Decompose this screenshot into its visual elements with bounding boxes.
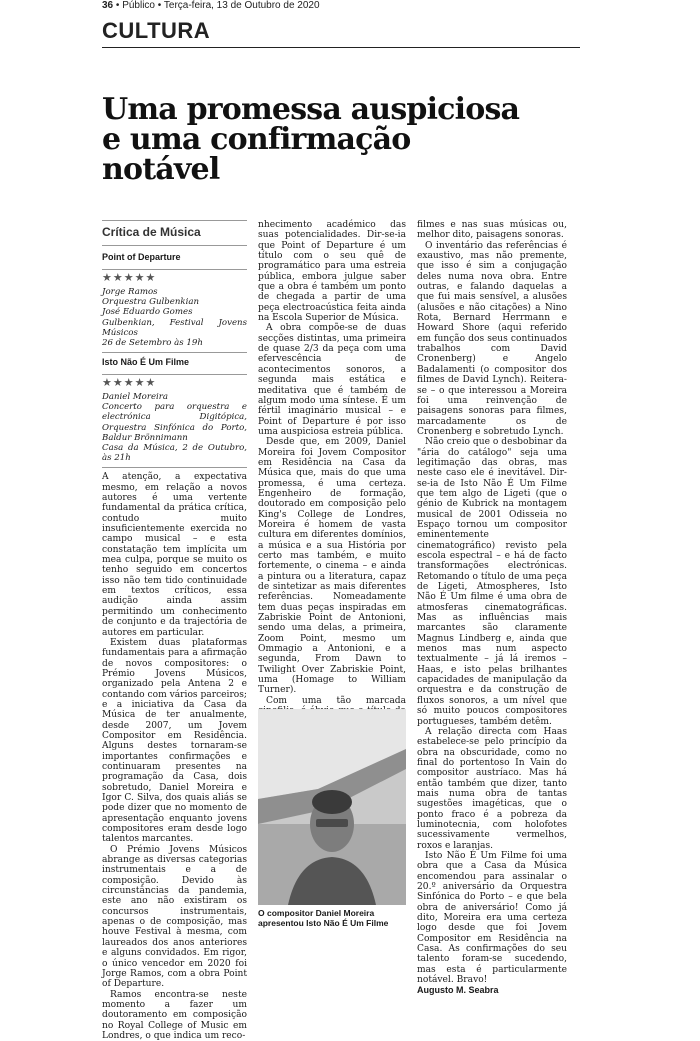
composer-portrait-image (258, 709, 406, 905)
publication-name: Público (122, 0, 155, 11)
body-paragraph: nhecimento académico das suas potencialidades. Dir-se-ia que Point of Departure é um título com o seu quê de programático para uma estreia pública, embora julgue saber que a obra é também um ponto de chegada a partir de uma peça electroacústica feita ainda na Escola Superior de Música. (258, 220, 406, 324)
body-paragraph: O inventário das referências é exaustivo, mas não premente, que isso é sim a conjugação deles numa nova obra. Entre outras, e falando daquelas a que fui mais sensível, a alusões (alusões e não citações) a Nino Rota, Bernard Herrmann e Howard Shore (aqui referido em função dos seus continuados trabalhos com David Cronenberg) e Angelo Badalamenti (o compositor dos filmes de David Lynch). Reitera-se – o que interessou a Moreira foi uma reinvenção de paisagens sonoras para filmes, marcadamente os de Cronenberg e sobretudo Lynch. (417, 240, 567, 437)
star-rating: ★★★★★ (102, 374, 247, 388)
body-paragraph: Ramos encontra-se neste momento a fazer um doutoramento em composição no Royal College of Music em Londres, o que indica um reco- (102, 989, 247, 1041)
body-paragraph: Isto Não É Um Filme foi uma obra que a Casa da Música encomendou para assinalar o 20.º aniversário da Orquestra Sinfónica do Porto – e que bela obra de aniversário! Como já dito, Moreira era uma certeza logo desde que foi Jovem Compositor em Residência na Casa. As confirmações do seu talento foram-se sucedendo, mas esta é particularmente notável. Bravo! (417, 850, 567, 986)
column-2 (258, 220, 406, 768)
body-paragraph: Desde que, em 2009, Daniel Moreira foi Jovem Compositor em Residência na Casa da Música que, mais do que uma promessa, é uma certeza. Engenheiro de formação, doutorado em composição pelo King's College de Londres, Moreira é homem de vasta cultura em diferentes domínios, a música e a sua História por certo mas também, e muito fortemente, o cinema – e ainda a pintura ou a literatura, capaz de sintetizar as mais diferentes referências. Nomeadamente tem duas peças inspiradas em Zabriskie Point de Antonioni, sendo uma delas, a primeira, Zoom Point, mesmo um Ommagio a Antonioni, e a segunda, From Dawn to Twilight Over Zabriskie Point, uma (Homage to William Turner). (258, 437, 406, 696)
author-byline: Augusto M. Seabra (417, 985, 499, 996)
review-info: Jorge Ramos Orquestra Gulbenkian José Eduardo Gomes Gulbenkian, Festival Jovens Músicos 26 de Setembro às 19h (102, 287, 247, 349)
body-paragraph: filmes e nas suas músicas ou, melhor dito, paisagens sonoras. (417, 220, 567, 241)
section-title: CULTURA (102, 18, 211, 43)
page-header: 36 • Público • Terça-feira, 13 de Outubro de 2020 (102, 0, 320, 11)
page-number: 36 (102, 0, 114, 11)
body-paragraph: A relação directa com Haas estabelece-se pelo princípio da obra na obscuridade, como no final do portentoso In Vain do compositor austríaco. Mas há então também que dizer, tanto mais numa obra de tantas sugestões imagéticas, que o ponto fraco é a pobreza da luminotecnia, com holofotes sucessivamente vermelhos, roxos e laranjas. (417, 726, 567, 851)
headline: Uma promessa auspiciosa e uma confirmação notável (102, 92, 520, 187)
section-rule (102, 47, 580, 48)
body-paragraph: A obra compõe-se de duas secções distintas, uma primeira de quase 2/3 da peça com uma efervescência de acontecimentos sonoros, a segunda mais estática e meditativa que é também de algum modo uma síntese. É um fértil imaginário musical – e Point of Departure é por isso uma auspiciosa estreia pública. (258, 323, 406, 437)
issue-date: Terça-feira, 13 de Outubro de 2020 (163, 0, 320, 11)
column-3 (417, 220, 567, 996)
photo-caption: O compositor Daniel Moreira apresentou Isto Não É Um Filme (258, 908, 389, 928)
body-paragraph: Com uma tão marcada (266, 695, 406, 706)
rubric: Crítica de Música (102, 220, 247, 237)
body-paragraph: Existem duas plataformas fundamentais para a afirmação de novos compositores: o Prémio Jovens Músicos, organizado pela Antena 2 e contando com vários parceiros; e a iniciativa da Casa da Música de ter anualmente, desde 2007, um Jovem Compositor em Residência. Alguns destes tornaram-se importantes confirmações e continuaram presentes na programação da Casa, dois sobretudo, Daniel Moreira e Igor C. Silva, dos quais aliás se pode dizer que no momento de apresentação enquanto jovens compositores eram desde logo talentos marcantes. (102, 637, 247, 845)
review-info: Daniel Moreira Concerto para orquestra e electrónica Digitópica, Orquestra Sinfónica do Porto, Baldur Brönnimann Casa da Música, 2 de Outubro, às 21h (102, 391, 247, 464)
composer-photo (258, 709, 406, 905)
body-paragraph: Não creio que o desbobinar da "ária do catálogo" seja uma legitimação das obras, mas neste caso ele é inevitável. Dir-se-ia de Isto Não É Um Filme que tem algo de Ligeti (que o génio de Kubrick na montagem musical de 2001 Odisseia no Espaço tornou um compositor eminentemente cinematográfico) revisto pela escola espectral – e há de facto transformações electrónicas. Retomando o título de uma peça de Ligeti, Atmospheres, Isto Não É Um filme é uma obra de atmosferas cinematográficas. Mas as influências mais marcantes são claramente Magnus Lindberg e, ainda que menos mas num aspecto textualmente – já lá iremos – Haas, e isto pelas brilhantes capacidades de manipulação da orquestra e da construção de fluxos sonoros, a um nível que só muito poucos compositores portugueses, também detêm. (417, 437, 567, 727)
review-title: Point of Departure (102, 252, 181, 263)
review-title: Isto Não É Um Filme (102, 357, 190, 368)
body-paragraph: A atenção, a expectativa mesmo, em relação a novos autores é uma vertente fundamental da prática crítica, contudo muito insuficientemente exercida no campo musical – e esta constatação tem implícita um mea culpa, porque se muito os tenho seguido em concertos isso não tem tido continuidade em textos críticos, essa audição ainda assim permitindo um conhecimento de conjunto e da trajectória de autores em particular. (102, 472, 247, 638)
body-paragraph: O Prémio Jovens Músicos abrange as diversas categorias instrumentais e a de composição. Devido às circunstâncias da pandemia, este ano não existiram os concursos instrumentais, apenas o de composição, mas houve Festival à mesma, com laureados dos anos anteriores e alguns convidados. Em rigor, o único vencedor em 2020 foi Jorge Ramos, com a obra Point of Departure. (102, 844, 247, 990)
star-rating: ★★★★★ (102, 269, 247, 283)
column-1 (102, 220, 247, 1041)
